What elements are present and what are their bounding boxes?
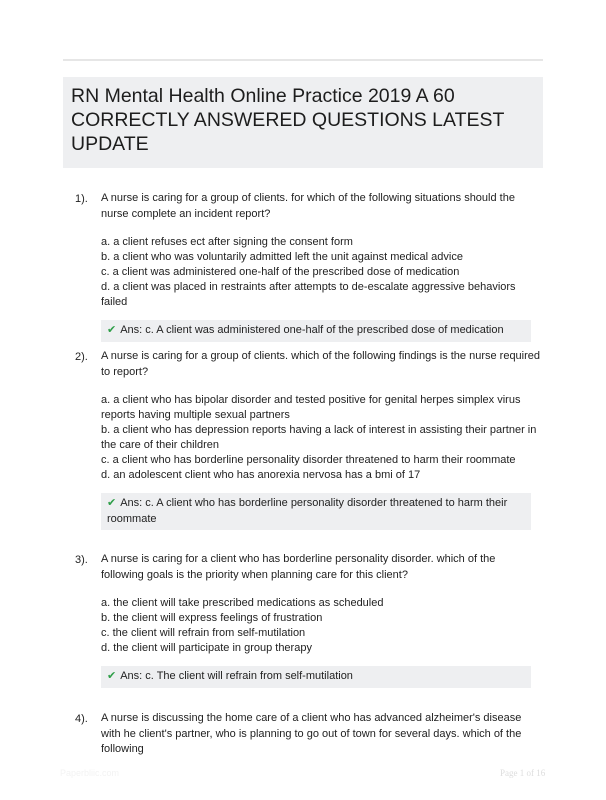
- question-text: A nurse is caring for a group of clients. which of the following findings is the nurse required to report?: [101, 350, 541, 378]
- question-number: 2).: [75, 351, 88, 363]
- checkmark-icon: ✔: [107, 497, 117, 509]
- question-text: A nurse is caring for a group of clients. for which of the following situations should the nurse complete an incident report?: [101, 192, 515, 220]
- option-d: d. a client was placed in restraints after attempts to de-escalate aggressive behaviors failed: [101, 281, 516, 308]
- options-list: [101, 596, 541, 656]
- question-body: [101, 552, 541, 688]
- option-b: b. a client who was voluntarily admitted left the unit against medical advice: [101, 251, 463, 263]
- options-list: [101, 235, 541, 310]
- title-banner: [63, 77, 543, 168]
- option-c: c. a client was administered one-half of the prescribed dose of medication: [101, 266, 460, 278]
- option-b: b. a client who has depression reports having a lack of interest in assisting their partner in the care of their children: [101, 424, 537, 451]
- checkmark-icon: ✔: [107, 670, 117, 682]
- option-d: d. an adolescent client who has anorexia nervosa has a bmi of 17: [101, 469, 421, 481]
- option-a: a. a client who has bipolar disorder and tested positive for genital herpes simplex virus reports having multiple sexual partners: [101, 394, 521, 421]
- footer-watermark: Paperbliic.com: [60, 768, 120, 778]
- document-title: RN Mental Health Online Practice 2019 A 60 CORRECTLY ANSWERED QUESTIONS LATEST UPDATE: [71, 85, 505, 155]
- answer-text: Ans: c. The client will refrain from self-mutilation: [120, 670, 353, 682]
- question-number: 1).: [75, 193, 88, 205]
- answer-text: Ans: c. A client was administered one-half of the prescribed dose of medication: [120, 324, 504, 336]
- option-b: b. the client will express feelings of frustration: [101, 612, 323, 624]
- option-c: c. the client will refrain from self-mutilation: [101, 627, 306, 639]
- answer-box: [101, 666, 531, 688]
- top-divider: [63, 59, 543, 61]
- question-number: 4).: [75, 713, 88, 725]
- answer-box: [101, 493, 531, 530]
- question-number: 3).: [75, 554, 88, 566]
- options-list: [101, 393, 541, 483]
- question-body: [101, 711, 541, 758]
- checkmark-icon: ✔: [107, 324, 117, 336]
- question-body: [101, 349, 541, 530]
- option-a: a. a client refuses ect after signing the consent form: [101, 236, 353, 248]
- question-text: A nurse is caring for a client who has borderline personality disorder. which of the following goals is the priority when planning care for this client?: [101, 553, 496, 581]
- option-c: c. a client who has borderline personality disorder threatened to harm their roommate: [101, 454, 516, 466]
- option-a: a. the client will take prescribed medications as scheduled: [101, 597, 384, 609]
- page-number: Page 1 of 16: [500, 768, 546, 778]
- answer-box: [101, 320, 531, 342]
- option-d: d. the client will participate in group therapy: [101, 642, 312, 654]
- question-text: A nurse is discussing the home care of a client who has advanced alzheimer's disease with he client's partner, who is planning to go out of town for several days. which of the following: [101, 712, 522, 755]
- question-body: [101, 191, 541, 342]
- answer-text: Ans: c. A client who has borderline personality disorder threatened to harm their roommate: [107, 497, 508, 525]
